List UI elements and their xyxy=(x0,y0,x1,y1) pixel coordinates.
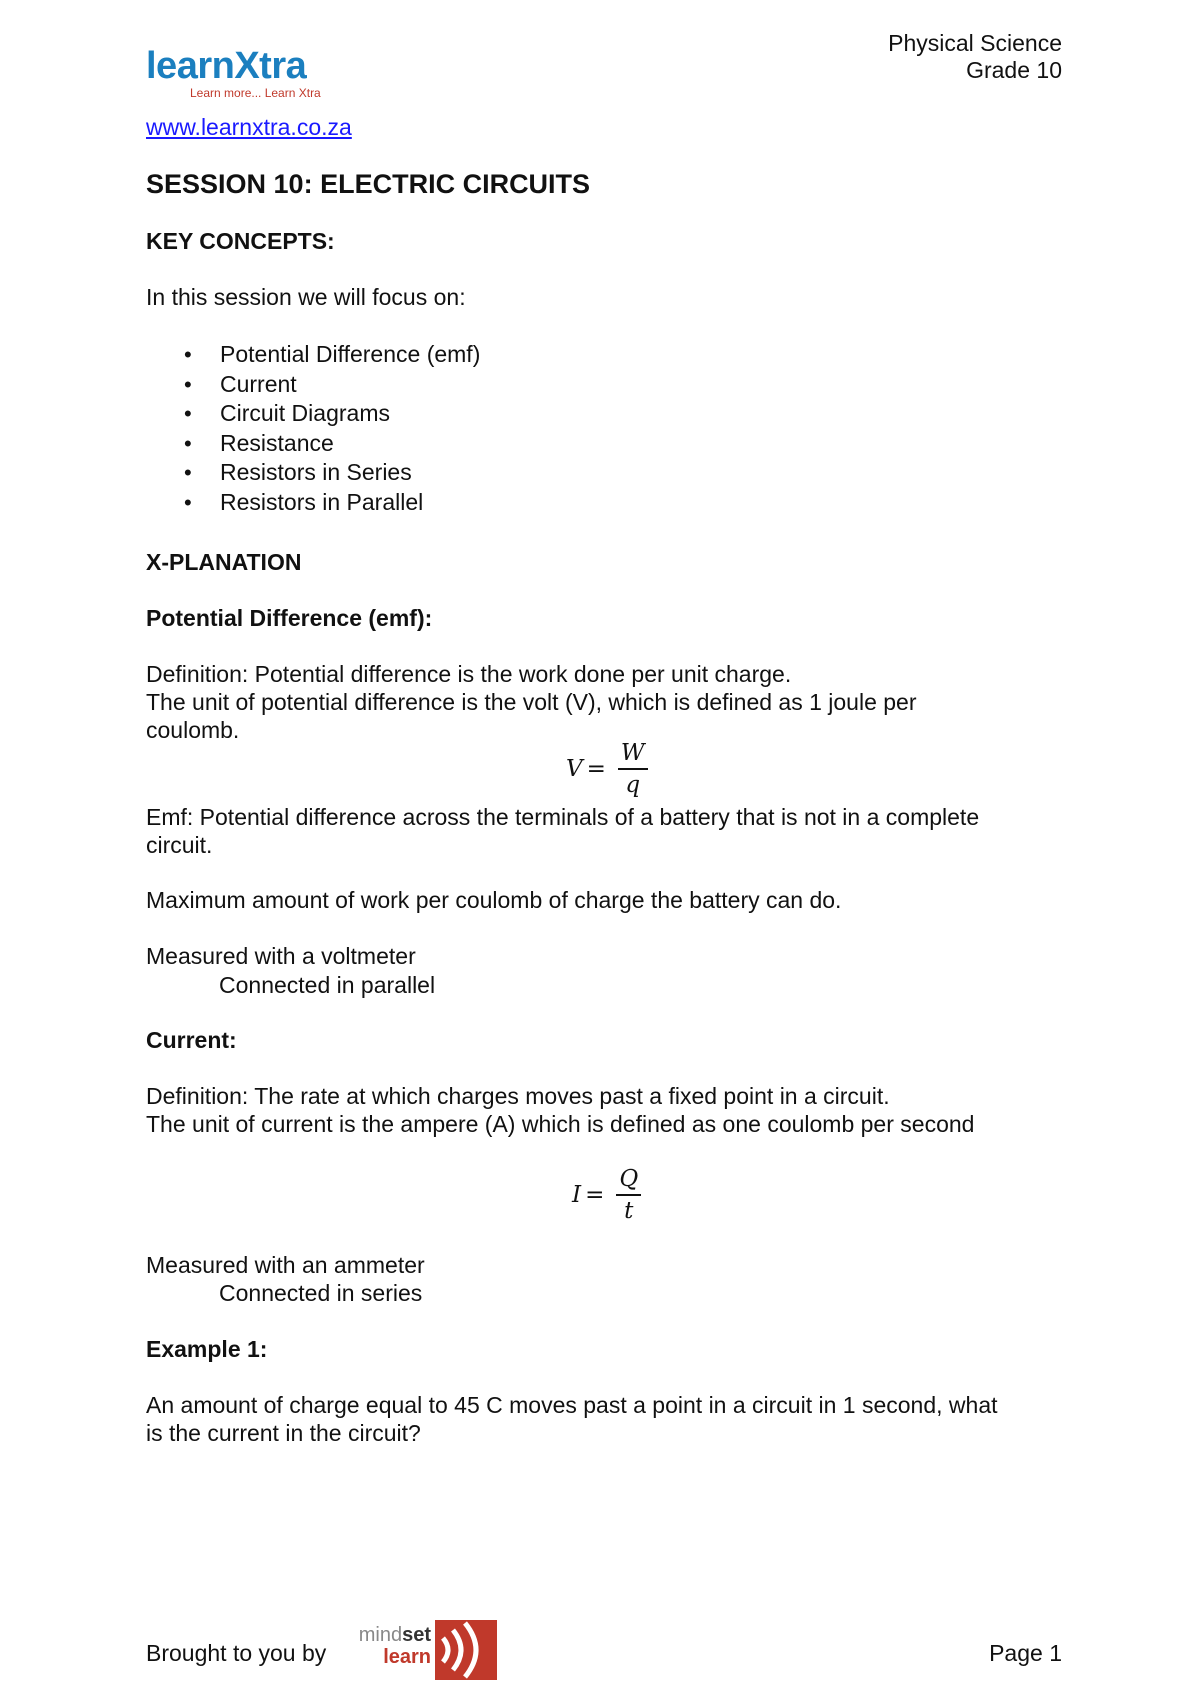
formula-numerator: W xyxy=(618,740,648,770)
list-item: • Circuit Diagrams xyxy=(146,399,480,429)
max-work-text: Maximum amount of work per coulomb of charge the battery can do. xyxy=(146,887,842,913)
header-subject-block xyxy=(888,30,1062,84)
page-number: Page 1 xyxy=(989,1640,1062,1666)
current-heading: Current: xyxy=(146,1027,237,1053)
current-definition: Definition: The rate at which charges moves past a fixed point in a circuit. xyxy=(146,1083,890,1109)
example1-heading: Example 1: xyxy=(146,1336,268,1362)
example1-line1: An amount of charge equal to 45 C moves past a point in a circuit in 1 second, what xyxy=(146,1392,998,1418)
pd-definition: Definition: Potential difference is the work done per unit charge. xyxy=(146,661,792,687)
emf-line1: Emf: Potential difference across the terminals of a battery that is not in a complete xyxy=(146,804,980,830)
xplanation-heading: X-PLANATION xyxy=(146,549,302,575)
list-item: • Resistors in Parallel xyxy=(146,488,480,518)
mindset-wordmark xyxy=(355,1624,431,1668)
formula-voltage xyxy=(566,740,648,798)
pd-unit-line1: The unit of potential difference is the volt (V), which is defined as 1 joule per xyxy=(146,689,917,715)
example1-line2: is the current in the circuit? xyxy=(146,1420,421,1446)
formula-lhs: I xyxy=(572,1182,582,1208)
formula-numerator: Q xyxy=(616,1166,641,1196)
page-title: SESSION 10: ELECTRIC CIRCUITS xyxy=(146,169,591,199)
key-concepts-list xyxy=(146,340,480,517)
pd-connected: Connected in parallel xyxy=(219,972,436,998)
list-item: • Current xyxy=(146,370,480,400)
mindset-learn-logo xyxy=(355,1620,497,1682)
mindset-set: set xyxy=(402,1624,431,1646)
logo-tagline: Learn more... Learn Xtra xyxy=(190,86,321,100)
logo-learn: learn xyxy=(146,45,235,87)
formula-current xyxy=(572,1166,641,1224)
current-unit-line: The unit of current is the ampere (A) which is defined as one coulomb per second xyxy=(146,1111,975,1137)
mindset-mind: mind xyxy=(358,1624,403,1646)
pd-heading: Potential Difference (emf): xyxy=(146,605,433,631)
mindset-sound-icon xyxy=(435,1620,497,1680)
current-connected: Connected in series xyxy=(219,1280,423,1306)
footer-brought-by: Brought to you by xyxy=(146,1640,327,1666)
list-item: • Resistance xyxy=(146,429,480,459)
header-subject: Physical Science xyxy=(888,30,1062,56)
formula-fraction xyxy=(618,740,648,798)
formula-denominator: q xyxy=(625,772,641,798)
formula-equals: = xyxy=(585,1182,605,1208)
emf-line2: circuit. xyxy=(146,832,213,858)
current-measured: Measured with an ammeter xyxy=(146,1252,425,1278)
learnxtra-logo xyxy=(146,46,376,106)
formula-lhs: V xyxy=(566,756,583,782)
key-concepts-heading: KEY CONCEPTS: xyxy=(146,228,335,254)
mindset-learn: learn xyxy=(383,1646,431,1668)
website-link[interactable]: www.learnxtra.co.za xyxy=(146,114,352,140)
list-item: • Potential Difference (emf) xyxy=(146,340,480,370)
key-concepts-intro: In this session we will focus on: xyxy=(146,284,466,310)
list-item: • Resistors in Series xyxy=(146,458,480,488)
mindset-top xyxy=(355,1624,431,1646)
logo-wordmark xyxy=(146,46,376,86)
formula-denominator: t xyxy=(624,1198,634,1224)
pd-measured: Measured with a voltmeter xyxy=(146,943,416,969)
formula-equals: = xyxy=(586,756,606,782)
logo-xtra: Xtra xyxy=(234,45,307,87)
formula-fraction xyxy=(616,1166,641,1224)
header-grade: Grade 10 xyxy=(966,57,1062,83)
pd-unit-line2: coulomb. xyxy=(146,717,240,743)
